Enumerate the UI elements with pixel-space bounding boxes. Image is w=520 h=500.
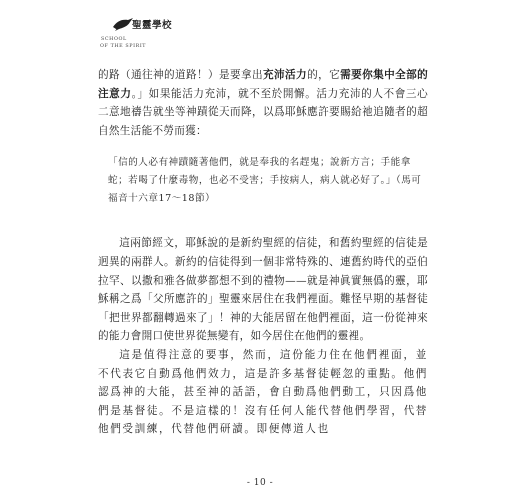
paragraph-gap — [98, 220, 428, 234]
paragraph-1-text-c: 。」如果能活力充沛，就不至於開懈。活力充沛的人不會三心二意地禱告就坐等神蹟從天而降，以爲耶穌應許要賜給祂追隨者的超自然生活能不勞而獲： — [98, 87, 428, 137]
paragraph-1-text-b: 的，它 — [307, 69, 341, 81]
school-name-en-line2: OF THE SPIRIT — [100, 44, 147, 49]
emphasis-energy: 充沛活力 — [263, 69, 308, 81]
page-number: - 10 - — [246, 478, 274, 488]
paragraph-2: 這兩節經文，耶穌說的是新約聖經的信徒，和舊約聖經的信徒是迥異的兩群人。新約的信徒得到一個非常特殊的、連舊約時代的亞伯拉罕、以撒和雅各做夢都想不到的禮物——就是神眞實無僞的靈，耶穌稱之爲「父所應許的」聖靈來居住在我們裡面。難怪早期的基督徒「把世界都翻轉過來了」！神的大能居留在他們裡面，這一份從神來的能力會開口使世界從無變有，如今居住在他們的靈裡。 — [98, 237, 428, 343]
school-name-en-line1: SCHOOL — [101, 37, 127, 42]
emphasis-attention: 需要你集中全部的注意力 — [98, 69, 428, 100]
school-logo — [98, 16, 208, 54]
scripture-quote: 「信的人必有神蹟隨著他們，就是奉我的名趕鬼；說新方言；手能拿蛇；若喝了什麼毒物，也必不受害；手按病人，病人就必好了。」（馬可福音十六章17〜18節） — [108, 157, 422, 205]
paragraph-3: 這是值得注意的要事，然而，這份能力住在他們裡面，並不代表它自動爲他們效力，這是許多基督徒輕忽的重點。他們認爲神的大能，甚至神的話語，會自動爲他們動工，只因爲他們是基督徒。不是這樣的！沒有任何人能代替他們學習，代替他們受訓練，代替他們研讀。即便傳道人也 — [98, 348, 428, 436]
page-body — [98, 66, 428, 439]
school-name-cn: 聖靈學校 — [132, 20, 173, 31]
paragraph-1-text-a: 的路（通往神的道路！）是要拿出 — [98, 69, 264, 81]
paragraph-1 — [98, 66, 428, 140]
dove-icon — [112, 18, 134, 32]
